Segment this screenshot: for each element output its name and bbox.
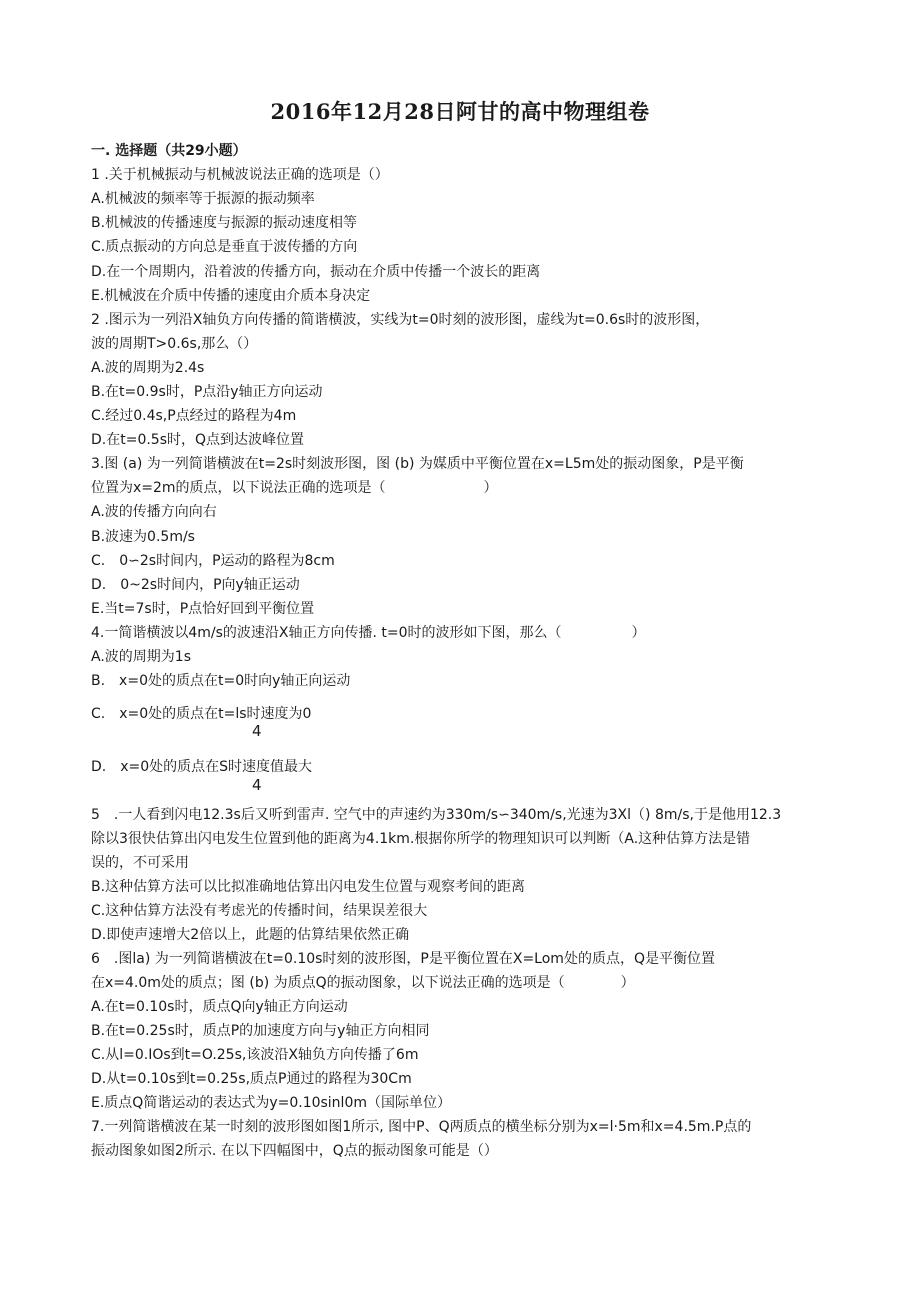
q4-option-d-fraction: 4	[252, 776, 262, 794]
q5-stem-line3: 误的，不可采用	[91, 855, 189, 871]
q5-option-d: D.即使声速增大2倍以上，此题的估算结果依然正确	[91, 927, 410, 943]
q5-stem-line1: 5 .一人看到闪电12.3s后又听到雷声. 空气中的声速约为330m∕s∽340m∕s,光速为3Xl（) 8m∕s,于是他用12.3	[91, 807, 782, 823]
q1-option-c: C.质点振动的方向总是垂直于波传播的方向	[91, 239, 358, 255]
page-title: 2016年12月28日阿甘的高中物理组卷	[270, 99, 650, 124]
q2-option-c: C.经过0.4s,P点经过的路程为4m	[91, 408, 297, 424]
q3-stem-line2: 位置为x=2m的质点，以下说法正确的选项是（ ）	[91, 480, 498, 496]
q3-option-b: B.波速为0.5m∕s	[91, 529, 195, 545]
q7-stem-line1: 7.一列简谐横波在某一时刻的波形图如图1所示, 图中P、Q两质点的横坐标分别为x=l·5m和x=4.5m.P点的	[91, 1119, 752, 1135]
q1-option-a: A.机械波的频率等于振源的振动频率	[91, 191, 315, 207]
q2-option-b: B.在t=0.9s时，P点沿y轴正方向运动	[91, 384, 323, 400]
q4-stem: 4.一简谐横波以4m∕s的波速沿X轴正方向传播. t=0时的波形如下图，那么（ ）	[91, 625, 646, 641]
q5-option-c: C.这种估算方法没有考虑光的传播时间，结果误差很大	[91, 903, 428, 919]
q4-option-c-fraction: 4	[252, 722, 262, 740]
q4-option-b: B. x=0处的质点在t=0时向y轴正向运动	[91, 673, 351, 689]
q1-option-d: D.在一个周期内，沿着波的传播方向，振动在介质中传播一个波长的距离	[91, 264, 541, 280]
q2-stem-line1: 2 .图示为一列沿X轴负方向传播的简谐横波，实线为t=0时刻的波形图，虚线为t=0.6s时的波形图，	[91, 312, 710, 328]
q3-option-c: C. 0∽2s时间内，P运动的路程为8cm	[91, 553, 335, 569]
q4-option-a: A.波的周期为1s	[91, 649, 191, 665]
q2-option-d: D.在t=0.5s时，Q点到达波峰位置	[91, 432, 305, 448]
q2-option-a: A.波的周期为2.4s	[91, 360, 205, 376]
section-heading: 一. 选择题（共29小题）	[91, 143, 247, 159]
q6-stem-line2: 在x=4.0m处的质点；图 (b) 为质点Q的振动图象，以下说法正确的选项是（ ）	[91, 975, 635, 991]
q3-stem-line1: 3.图 (a) 为一列简谐横波在t=2s时刻波形图，图 (b) 为媒质中平衡位置在x=L5m处的振动图象，P是平衡	[91, 456, 744, 472]
q3-option-a: A.波的传播方向向右	[91, 504, 217, 520]
q4-option-c: C. x=0处的质点在t=ls时速度为0	[91, 706, 312, 722]
q6-option-c: C.从l=0.IOs到t=O.25s,该波沿X轴负方向传播了6m	[91, 1047, 419, 1063]
q1-stem: 1 .关于机械振动与机械波说法正确的选项是（）	[91, 167, 389, 183]
q6-stem-line1: 6 .图la) 为一列简谐横波在t=0.10s时刻的波形图，P是平衡位置在X=Lom处的质点，Q是平衡位置	[91, 951, 715, 967]
q2-stem-line2: 波的周期T>0.6s,那么（）	[91, 336, 258, 352]
q6-option-b: B.在t=0.25s时，质点P的加速度方向与y轴正方向相同	[91, 1023, 430, 1039]
q6-option-e: E.质点Q简谐运动的表达式为y=0.10sinl0m（国际单位）	[91, 1095, 451, 1111]
q5-option-b: B.这种估算方法可以比拟准确地估算出闪电发生位置与观察考间的距离	[91, 879, 526, 895]
q5-stem-line2: 除以3很快估算出闪电发生位置到他的距离为4.1km.根据你所学的物理知识可以判断（A.这种估算方法是错	[91, 831, 751, 847]
q3-option-e: E.当t=7s时，P点恰好回到平衡位置	[91, 601, 315, 617]
q6-option-a: A.在t=0.10s时，质点Q向y轴正方向运动	[91, 999, 348, 1015]
q6-option-d: D.从t=0.10s到t=0.25s,质点P通过的路程为30Cm	[91, 1071, 412, 1087]
q3-option-d: D. 0~2s时间内，P向y轴正运动	[91, 577, 300, 593]
q7-stem-line2: 振动图象如图2所示. 在以下四幅图中，Q点的振动图象可能是（）	[91, 1143, 498, 1159]
q4-option-d: D. x=0处的质点在S时速度值最大	[91, 759, 313, 775]
q1-option-e: E.机械波在介质中传播的速度由介质本身决定	[91, 288, 371, 304]
q1-option-b: B.机械波的传播速度与振源的振动速度相等	[91, 215, 358, 231]
